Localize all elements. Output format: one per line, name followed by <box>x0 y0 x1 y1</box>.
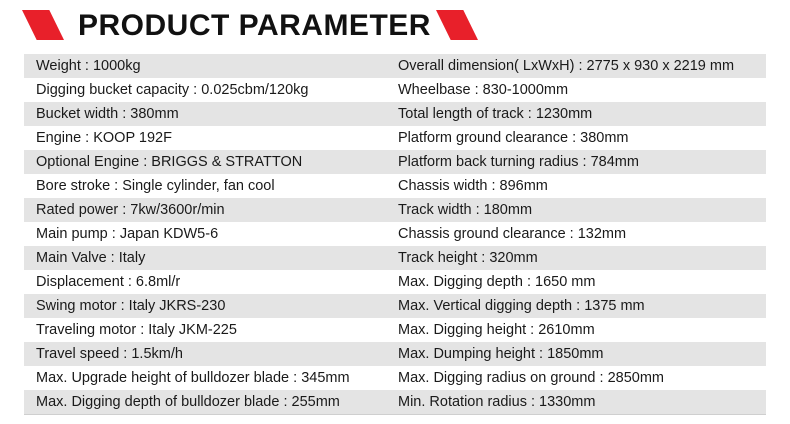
parameter-row <box>24 270 766 294</box>
parameter-left-cell: Rated power : 7kw/3600r/min <box>36 202 225 218</box>
parameter-row <box>24 150 766 174</box>
parameter-right-cell: Wheelbase : 830-1000mm <box>398 82 569 98</box>
parameter-left-cell: Bore stroke : Single cylinder, fan cool <box>36 178 275 194</box>
parameter-row <box>24 246 766 270</box>
parameter-table <box>24 54 766 414</box>
parameter-right-cell: Track width : 180mm <box>398 202 533 218</box>
parameter-left-cell: Main pump : Japan KDW5-6 <box>36 226 219 242</box>
parameter-row <box>24 78 766 102</box>
parameter-right-cell: Track height : 320mm <box>398 250 538 266</box>
parameter-row <box>24 222 766 246</box>
parameter-right-cell: Chassis ground clearance : 132mm <box>398 226 627 242</box>
parameter-right-cell: Total length of track : 1230mm <box>398 106 593 122</box>
parameter-left-cell: Swing motor : Italy JKRS-230 <box>36 298 226 314</box>
parameter-right-cell: Platform ground clearance : 380mm <box>398 130 629 146</box>
parameter-row <box>24 318 766 342</box>
parameter-right-cell: Max. Digging depth : 1650 mm <box>398 274 596 290</box>
parameter-right-cell: Max. Digging height : 2610mm <box>398 322 595 338</box>
parameter-row <box>24 390 766 414</box>
page-header <box>0 0 790 52</box>
parameter-left-cell: Displacement : 6.8ml/r <box>36 274 181 290</box>
parameter-right-cell: Overall dimension( LxWxH) : 2775 x 930 x 2219 mm <box>398 58 735 74</box>
parameter-row <box>24 198 766 222</box>
parameter-row <box>24 294 766 318</box>
parameter-left-cell: Bucket width : 380mm <box>36 106 179 122</box>
left-accent-parallelogram <box>22 10 64 40</box>
parameter-row <box>24 342 766 366</box>
parameter-right-cell: Max. Vertical digging depth : 1375 mm <box>398 298 645 314</box>
parameter-right-cell: Chassis width : 896mm <box>398 178 548 194</box>
parameter-left-cell: Travel speed : 1.5km/h <box>36 346 183 362</box>
parameter-right-cell: Max. Digging radius on ground : 2850mm <box>398 370 664 386</box>
parameter-row <box>24 126 766 150</box>
parameter-left-cell: Weight : 1000kg <box>36 58 141 74</box>
parameter-left-cell: Digging bucket capacity : 0.025cbm/120kg <box>36 82 309 98</box>
parameter-left-cell: Main Valve : Italy <box>36 250 146 266</box>
right-accent-parallelogram <box>436 10 478 40</box>
parameter-left-cell: Optional Engine : BRIGGS & STRATTON <box>36 154 303 170</box>
parameter-right-cell: Max. Dumping height : 1850mm <box>398 346 604 362</box>
parameter-row <box>24 54 766 78</box>
parameter-left-cell: Engine : KOOP 192F <box>36 130 172 146</box>
parameter-left-cell: Max. Upgrade height of bulldozer blade : 345mm <box>36 370 350 386</box>
parameter-row <box>24 366 766 390</box>
parameter-row <box>24 174 766 198</box>
parameter-right-cell: Platform back turning radius : 784mm <box>398 154 639 170</box>
parameter-row <box>24 102 766 126</box>
parameter-left-cell: Traveling motor : Italy JKM-225 <box>36 322 237 338</box>
page-title: PRODUCT PARAMETER <box>78 9 431 42</box>
parameter-left-cell: Max. Digging depth of bulldozer blade : 255mm <box>36 394 340 410</box>
parameter-right-cell: Min. Rotation radius : 1330mm <box>398 394 596 410</box>
table-bottom-divider <box>24 414 766 415</box>
